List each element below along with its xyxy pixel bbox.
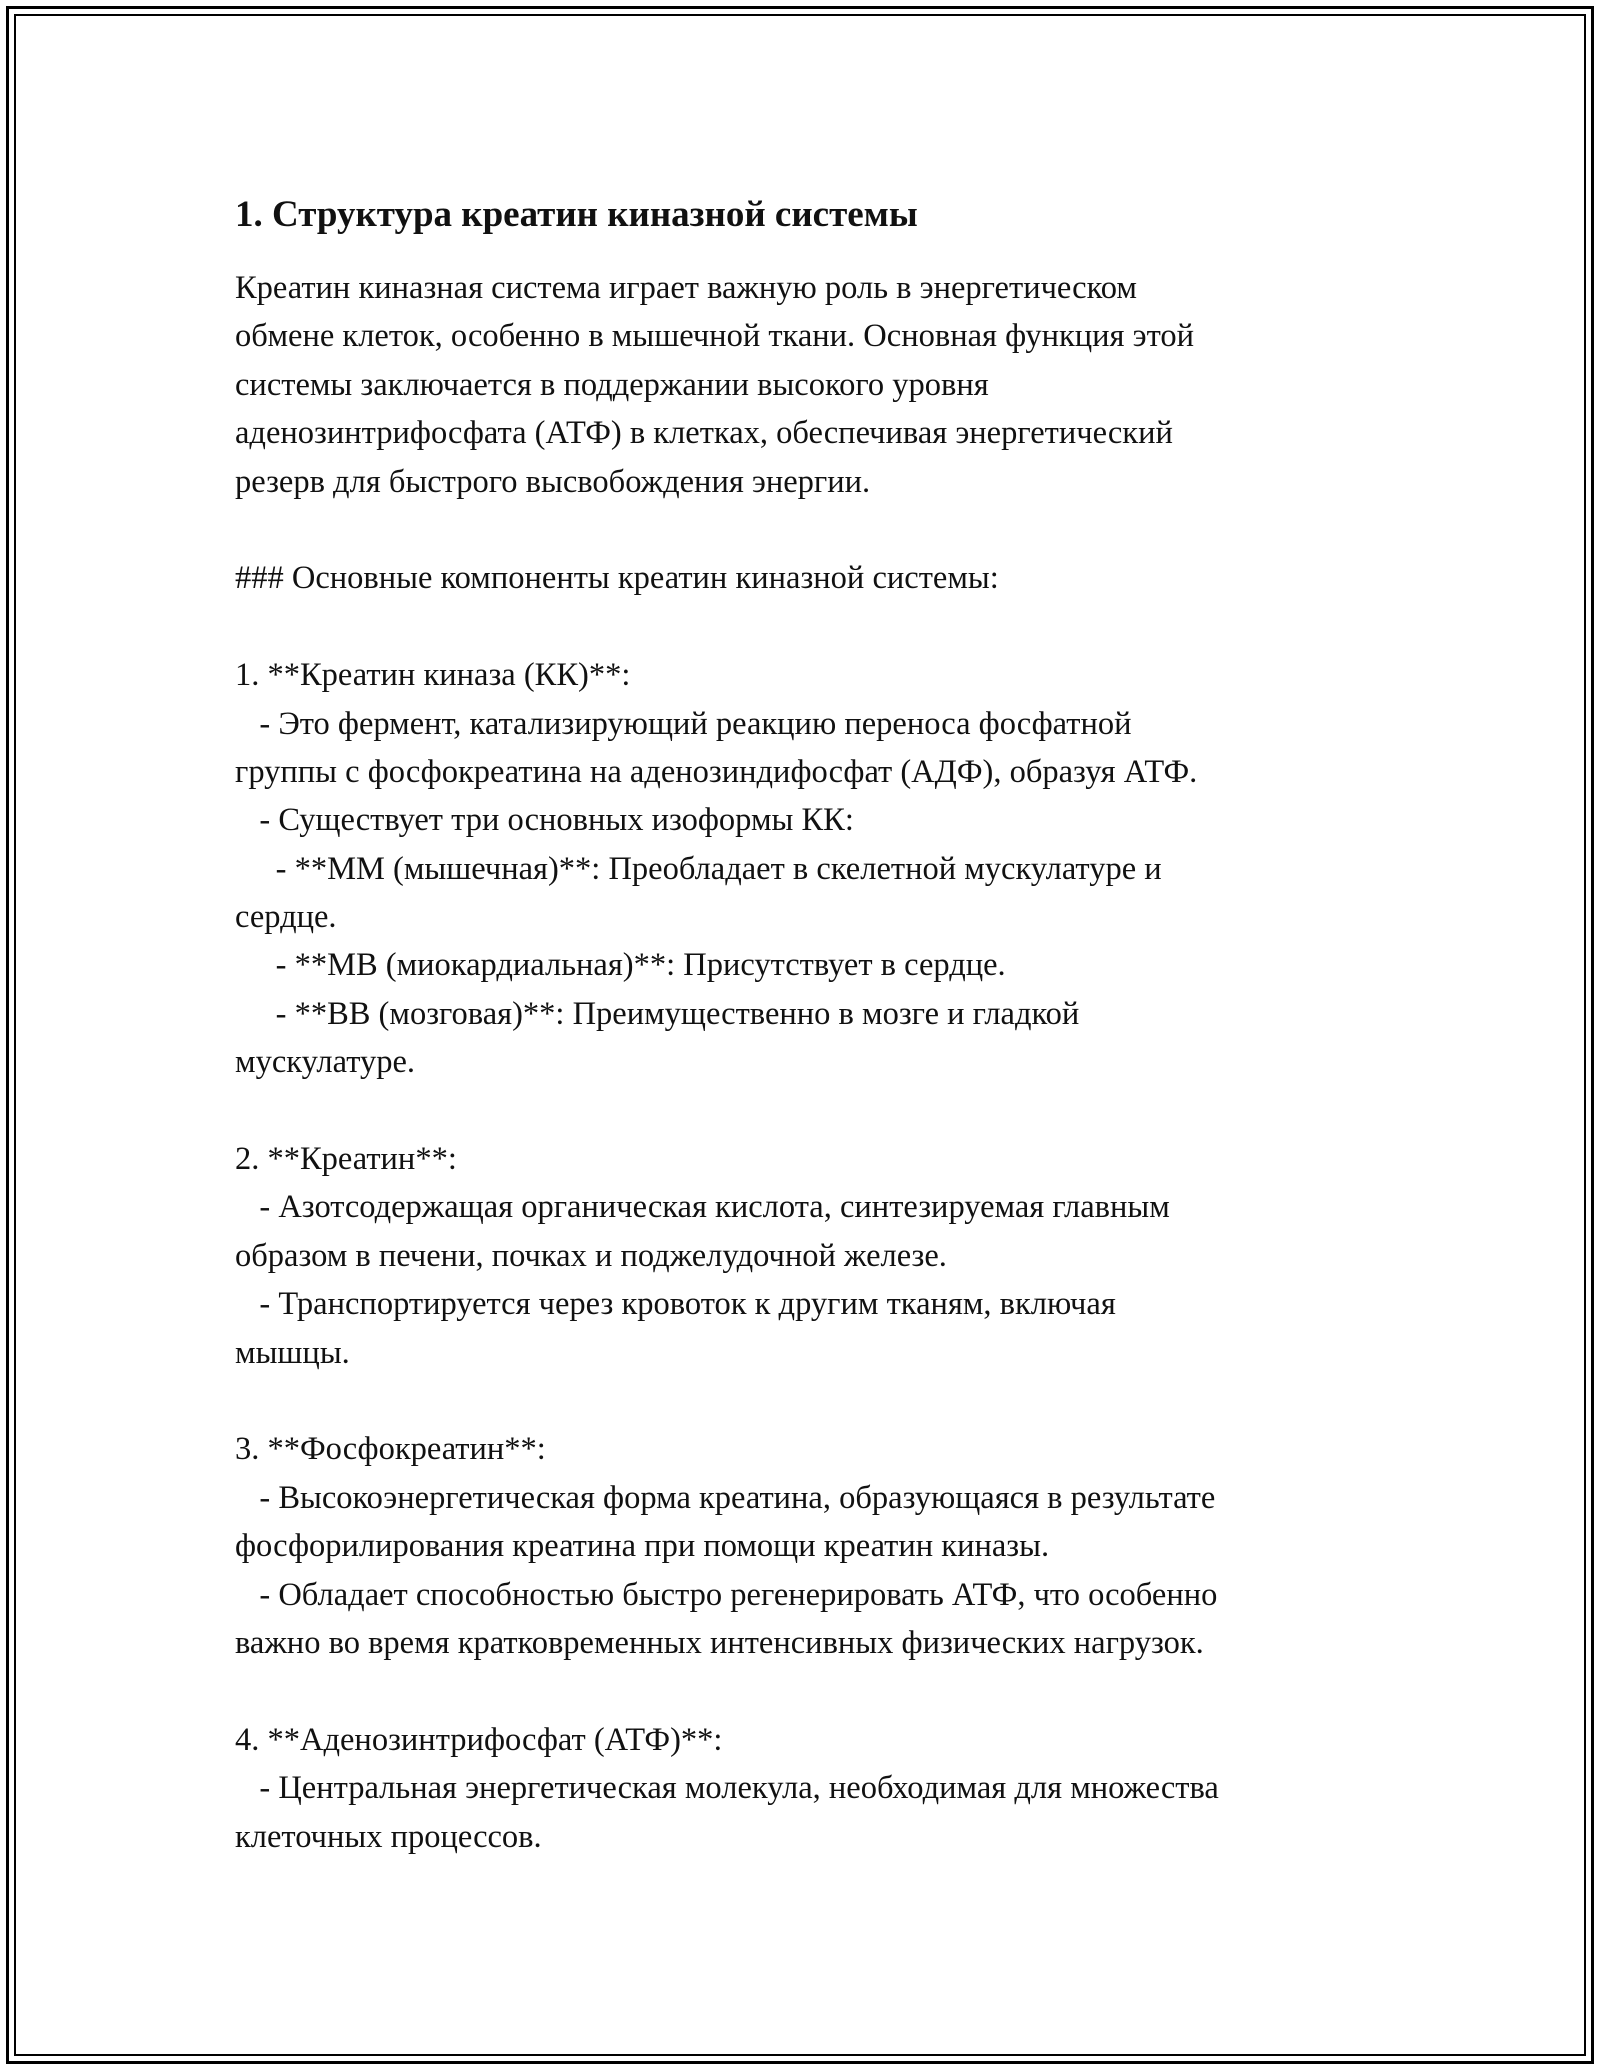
list-item-line: мускулатуре. [235,1044,416,1081]
spacer [235,1087,1415,1135]
list-item-line: мышцы. [235,1334,350,1371]
document-body [235,186,1415,1861]
list-item-line: - **MB (миокардиальная)**: Присутствует в сердце. [235,947,1006,984]
list-item-line: - Это фермент, катализирующий реакцию переноса фосфатной [235,705,1132,742]
section-heading: ### Основные компоненты креатин киназной системы: [235,560,999,597]
intro-line: обмене клеток, особенно в мышечной ткани. Основная функция этой [235,318,1194,355]
list-item-heading: 3. **Фосфокреатин**: [235,1431,546,1468]
list-item-creatine [235,1135,1415,1377]
intro-paragraph [235,264,1415,506]
list-item-heading: 2. **Креатин**: [235,1141,457,1178]
page-title: 1. Структура креатин киназной системы [235,194,918,235]
list-item-line: - Обладает способностью быстро регенерировать АТФ, что особенно [235,1576,1218,1613]
list-item-line: - Транспортируется через кровоток к другим тканям, включая [235,1286,1116,1323]
spacer [235,506,1415,554]
list-item-line: группы с фосфокреатина на аденозиндифосфат (АДФ), образуя АТФ. [235,753,1198,790]
intro-line: аденозинтрифосфата (АТФ) в клетках, обеспечивая энергетический [235,415,1173,452]
list-item-line: клеточных процессов. [235,1818,542,1855]
intro-line: системы заключается в поддержании высокого уровня [235,366,989,403]
list-item-heading: 1. **Креатин киназа (КК)**: [235,657,631,694]
list-item-line: - Центральная энергетическая молекула, необходимая для множества [235,1770,1219,1807]
list-item-line: - **MM (мышечная)**: Преобладает в скелетной мускулатуре и [235,850,1162,887]
list-item-creatine-kinase [235,651,1415,1087]
list-item-line: - **BB (мозговая)**: Преимущественно в мозге и гладкой [235,995,1080,1032]
list-item-line: сердце. [235,899,337,936]
intro-line: Креатин киназная система играет важную роль в энергетическом [235,270,1137,306]
intro-line: резерв для быстрого высвобождения энергии. [235,463,871,500]
spacer [235,603,1415,651]
list-item-line: - Существует три основных изоформы КК: [235,802,854,839]
spacer [235,1377,1415,1425]
list-item-line: фосфорилирования креатина при помощи креатин киназы. [235,1528,1050,1565]
list-item-line: - Высокоэнергетическая форма креатина, образующаяся в результате [235,1479,1216,1516]
list-item-phosphocreatine [235,1425,1415,1667]
list-item-atp [235,1716,1415,1861]
list-item-line: - Азотсодержащая органическая кислота, синтезируемая главным [235,1189,1170,1226]
list-item-line: образом в печени, почках и поджелудочной железе. [235,1237,947,1274]
list-item-heading: 4. **Аденозинтрифосфат (АТФ)**: [235,1721,723,1758]
spacer [235,1667,1415,1715]
list-item-line: важно во время кратковременных интенсивных физических нагрузок. [235,1624,1204,1661]
